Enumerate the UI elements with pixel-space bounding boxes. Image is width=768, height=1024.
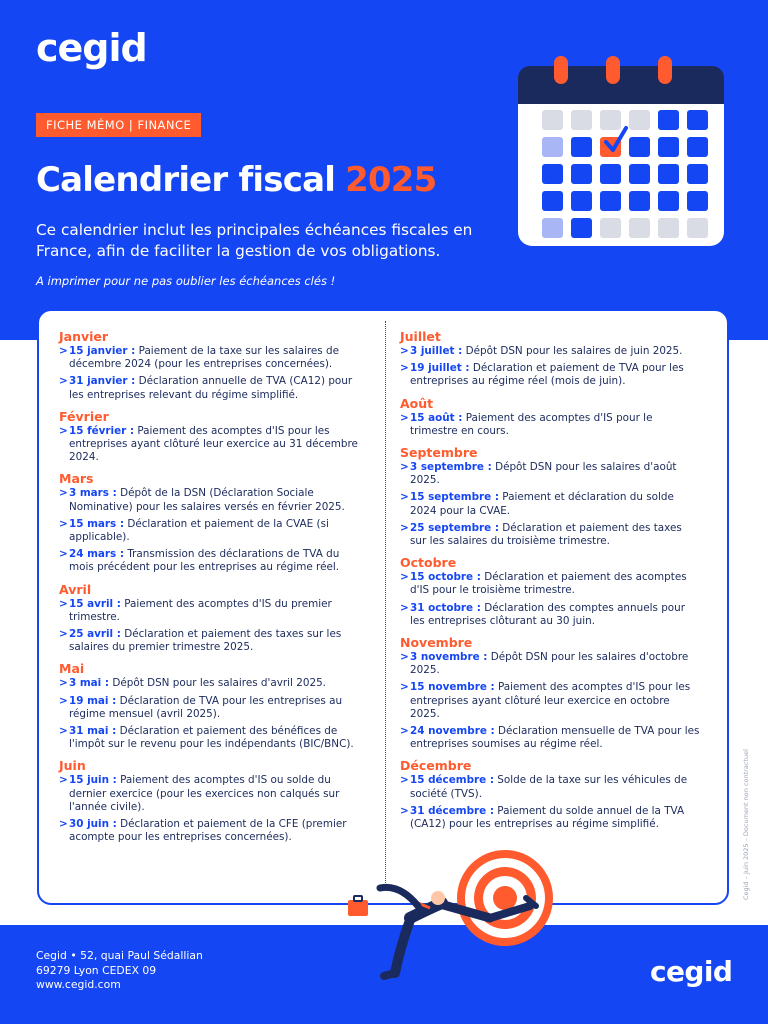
month-heading: Janvier — [59, 329, 109, 344]
deadline-date: 24 mars : — [69, 548, 124, 561]
deadline-description: Paiement des acomptes d'IS ou solde du dernier exercice (pour les exercices non calqués sur l'année civile). — [69, 774, 340, 813]
deadline-description: Déclaration et paiement des taxes sur les salaires du troisième trimestre. — [410, 521, 682, 548]
deadline-entry — [400, 651, 700, 677]
calendar-day-cell — [600, 218, 621, 238]
calendar-day-cell — [571, 191, 592, 211]
calendar-day-cell — [687, 137, 708, 157]
deadline-entry — [400, 345, 700, 358]
calendar-day-cell — [687, 218, 708, 238]
businessman-target-illustration — [340, 848, 555, 988]
calendar-card — [37, 309, 729, 905]
calendar-day-cell — [571, 110, 592, 130]
chevron-right-icon: > — [400, 681, 409, 694]
deadline-description: Dépôt DSN pour les salaires d'octobre 2025. — [410, 651, 689, 677]
calendar-day-cell — [629, 218, 650, 238]
chevron-right-icon: > — [400, 651, 409, 664]
calendar-day-cell — [600, 110, 621, 130]
chevron-right-icon: > — [400, 804, 409, 817]
calendar-day-cell — [687, 191, 708, 211]
deadline-date: 3 mars : — [69, 487, 117, 500]
deadline-description: Paiement des acomptes d'IS pour les entreprises ayant clôturé leur exercice en octobre 2025. — [410, 681, 691, 720]
calendar-day-cell — [542, 137, 563, 157]
chevron-right-icon: > — [59, 628, 68, 641]
deadline-date: 15 septembre : — [410, 491, 499, 504]
deadline-entry — [59, 425, 359, 465]
deadline-date: 3 septembre : — [410, 461, 492, 474]
chevron-right-icon: > — [400, 345, 409, 357]
deadline-entry — [59, 375, 359, 401]
month-heading: Octobre — [400, 555, 457, 571]
target-icon — [457, 850, 553, 946]
deadline-description: Paiement des acomptes d'IS pour le trimestre en cours. — [410, 411, 653, 437]
footer-address — [36, 949, 203, 993]
chevron-right-icon: > — [59, 694, 68, 707]
chevron-right-icon: > — [59, 677, 68, 690]
deadline-date: 25 septembre : — [410, 521, 499, 534]
deadline-date: 15 octobre : — [410, 571, 481, 584]
calendar-day-cell — [600, 164, 621, 184]
calendar-day-cell — [629, 137, 650, 157]
calendar-day-cell — [542, 218, 563, 238]
month-heading: Juin — [59, 758, 86, 774]
deadline-entry — [59, 628, 359, 654]
chevron-right-icon: > — [400, 601, 409, 614]
cegid-footer-logo[interactable]: cegid — [650, 955, 733, 988]
deadline-description: Dépôt DSN pour les salaires d'août 2025. — [410, 461, 677, 487]
deadline-entry — [59, 677, 359, 690]
deadline-date: 3 juillet : — [410, 345, 463, 357]
deadline-description: Paiement des acomptes d'IS du premier trimestre. — [69, 597, 332, 623]
calendar-day-cell — [658, 137, 679, 157]
deadline-entry — [59, 818, 359, 844]
calendar-day-cell — [571, 137, 592, 157]
chevron-right-icon: > — [59, 487, 68, 500]
deadline-entry — [400, 362, 700, 388]
deadline-description: Déclaration de TVA pour les entreprises au régime mensuel (avril 2025). — [69, 694, 343, 720]
deadline-entry — [400, 571, 700, 597]
deadline-entry — [400, 602, 700, 628]
chevron-right-icon: > — [59, 774, 68, 787]
intro-note: A imprimer pour ne pas oublier les échéances clés ! — [36, 274, 336, 288]
chevron-right-icon: > — [400, 411, 409, 424]
month-heading: Novembre — [400, 635, 473, 651]
deadline-entry — [59, 695, 359, 721]
chevron-right-icon: > — [59, 818, 68, 831]
deadline-date: 19 mai : — [69, 694, 117, 707]
deadline-entry — [400, 805, 700, 831]
deadline-date: 31 octobre : — [410, 601, 481, 614]
calendar-check-icon — [514, 52, 728, 248]
calendar-day-cell — [658, 191, 679, 211]
calendar-day-cell — [542, 164, 563, 184]
deadline-entry — [400, 491, 700, 517]
chevron-right-icon: > — [59, 548, 68, 561]
deadline-description: Déclaration mensuelle de TVA pour les entreprises soumises au régime réel. — [410, 725, 700, 751]
intro-text: Ce calendrier inclut les principales échéances fiscales en France, afin de faciliter la gestion de vos obligations. — [36, 221, 473, 260]
deadline-description: Dépôt de la DSN (Déclaration Sociale Nominative) pour les salaires versés en février 2025. — [69, 487, 345, 513]
deadline-date: 19 juillet : — [410, 362, 470, 375]
deadline-date: 3 mai : — [69, 677, 110, 690]
calendar-day-cell — [600, 191, 621, 211]
deadline-description: Transmission des déclarations de TVA du mois précédent pour les entreprises au régime réel. — [69, 548, 340, 574]
deadline-date: 30 juin : — [69, 818, 117, 831]
deadline-date: 3 novembre : — [410, 651, 488, 664]
deadline-entry — [59, 598, 359, 624]
deadline-date: 15 janvier : — [69, 345, 136, 357]
category-tag: FICHE MÉMO | FINANCE — [36, 113, 201, 137]
address-line-2: 69279 Lyon CEDEX 09 — [36, 963, 157, 977]
chevron-right-icon: > — [400, 774, 409, 787]
calendar-column-right — [400, 329, 700, 835]
deadline-description: Paiement du solde annuel de la TVA (CA12) pour les entreprises au régime simplifié. — [410, 804, 685, 831]
deadline-entry — [59, 518, 359, 544]
calendar-day-cell — [542, 191, 563, 211]
deadline-description: Déclaration et paiement des acomptes d'IS pour le troisième trimestre. — [410, 571, 687, 597]
deadline-description: Déclaration et paiement de TVA pour les entreprises au régime réel (mois de juin). — [410, 362, 684, 388]
calendar-day-cell — [687, 164, 708, 184]
deadline-description: Paiement des acomptes d'IS pour les entreprises ayant clôturé leur exercice au 31 décembre 2024. — [69, 424, 358, 464]
calendar-day-cell — [571, 218, 592, 238]
calendar-day-cell — [629, 110, 650, 130]
calendar-day-cell — [658, 110, 679, 130]
deadline-entry — [59, 725, 359, 751]
deadline-description: Déclaration et paiement de la CVAE (si applicable). — [69, 517, 329, 544]
deadline-description: Solde de la taxe sur les véhicules de société (TVS). — [410, 774, 688, 800]
calendar-day-cell — [658, 164, 679, 184]
month-heading: Mars — [59, 471, 94, 487]
chevron-right-icon: > — [400, 571, 409, 584]
legal-side-note — [742, 740, 756, 900]
header-banner — [0, 0, 768, 340]
chevron-right-icon: > — [59, 517, 68, 530]
deadline-date: 31 décembre : — [410, 804, 494, 817]
deadline-entry — [400, 774, 700, 800]
column-divider — [385, 321, 386, 889]
chevron-right-icon: > — [400, 725, 409, 738]
calendar-column-left — [59, 329, 359, 848]
month-heading: Septembre — [400, 445, 478, 461]
deadline-entry — [400, 522, 700, 548]
deadline-date: 15 août : — [410, 411, 463, 424]
deadline-description: Déclaration et paiement de la CFE (premier acompte pour les entreprises concernées). — [69, 818, 347, 844]
month-heading: Décembre — [400, 758, 472, 774]
calendar-day-cell — [658, 218, 679, 238]
deadline-description: Déclaration des comptes annuels pour les entreprises clôturant au 30 juin. — [410, 601, 685, 627]
deadline-entry — [400, 725, 700, 751]
deadline-entry — [59, 487, 359, 513]
month-heading: Avril — [59, 581, 92, 597]
deadline-description: Paiement de la taxe sur les salaires de décembre 2024 (pour les entreprises concernées). — [69, 345, 340, 371]
month-heading: Juillet — [400, 329, 441, 344]
page-title — [36, 160, 437, 200]
deadline-description: Déclaration et paiement des bénéfices de l'impôt sur le revenu pour les indépendants (BIC/BNC). — [69, 725, 354, 751]
month-heading: Février — [59, 408, 109, 424]
deadline-entry — [400, 461, 700, 487]
deadline-date: 15 avril : — [69, 597, 121, 610]
deadline-description: Dépôt DSN pour les salaires de juin 2025. — [465, 345, 683, 357]
calendar-day-cell — [542, 110, 563, 130]
calendar-day-cell — [629, 191, 650, 211]
calendar-day-cell — [629, 164, 650, 184]
calendar-day-cell — [571, 164, 592, 184]
month-heading: Mai — [59, 661, 85, 677]
chevron-right-icon: > — [59, 375, 68, 388]
calendar-day-cell — [687, 110, 708, 130]
deadline-date: 15 février : — [69, 424, 135, 437]
deadline-date: 15 décembre : — [410, 774, 494, 787]
deadline-entry — [59, 548, 359, 574]
title-year: 2025 — [345, 160, 437, 200]
website-link[interactable]: www.cegid.com — [36, 978, 121, 991]
address-line-1: Cegid • 52, quai Paul Sédallian — [36, 949, 203, 962]
deadline-entry — [59, 774, 359, 814]
chevron-right-icon: > — [59, 345, 68, 357]
deadline-date: 31 mai : — [69, 725, 117, 738]
deadline-date: 25 avril : — [69, 628, 121, 641]
deadline-description: Déclaration et paiement des taxes sur les salaires du premier trimestre 2025. — [69, 628, 342, 654]
side-note-text: Cegid – Juin 2025 – Document non contractuel — [742, 749, 750, 900]
deadline-description: Paiement et déclaration du solde 2024 pour la CVAE. — [410, 491, 674, 517]
cegid-logo[interactable]: cegid — [36, 26, 147, 70]
chevron-right-icon: > — [400, 362, 409, 375]
deadline-date: 15 mars : — [69, 517, 124, 530]
chevron-right-icon: > — [59, 725, 68, 738]
deadline-description: Déclaration annuelle de TVA (CA12) pour les entreprises relevant du régime simplifié. — [69, 375, 353, 401]
chevron-right-icon: > — [59, 424, 68, 437]
deadline-date: 15 novembre : — [410, 681, 495, 694]
deadline-entry — [59, 345, 359, 371]
deadline-date: 31 janvier : — [69, 375, 136, 388]
title-main: Calendrier fiscal — [36, 160, 336, 200]
chevron-right-icon: > — [400, 521, 409, 534]
deadline-entry — [400, 412, 700, 438]
month-heading: Août — [400, 395, 434, 411]
chevron-right-icon: > — [400, 491, 409, 504]
deadline-entry — [400, 681, 700, 721]
chevron-right-icon: > — [400, 461, 409, 474]
chevron-right-icon: > — [59, 597, 68, 610]
deadline-date: 24 novembre : — [410, 725, 495, 738]
deadline-date: 15 juin : — [69, 774, 117, 787]
deadline-description: Dépôt DSN pour les salaires d'avril 2025. — [112, 677, 326, 690]
